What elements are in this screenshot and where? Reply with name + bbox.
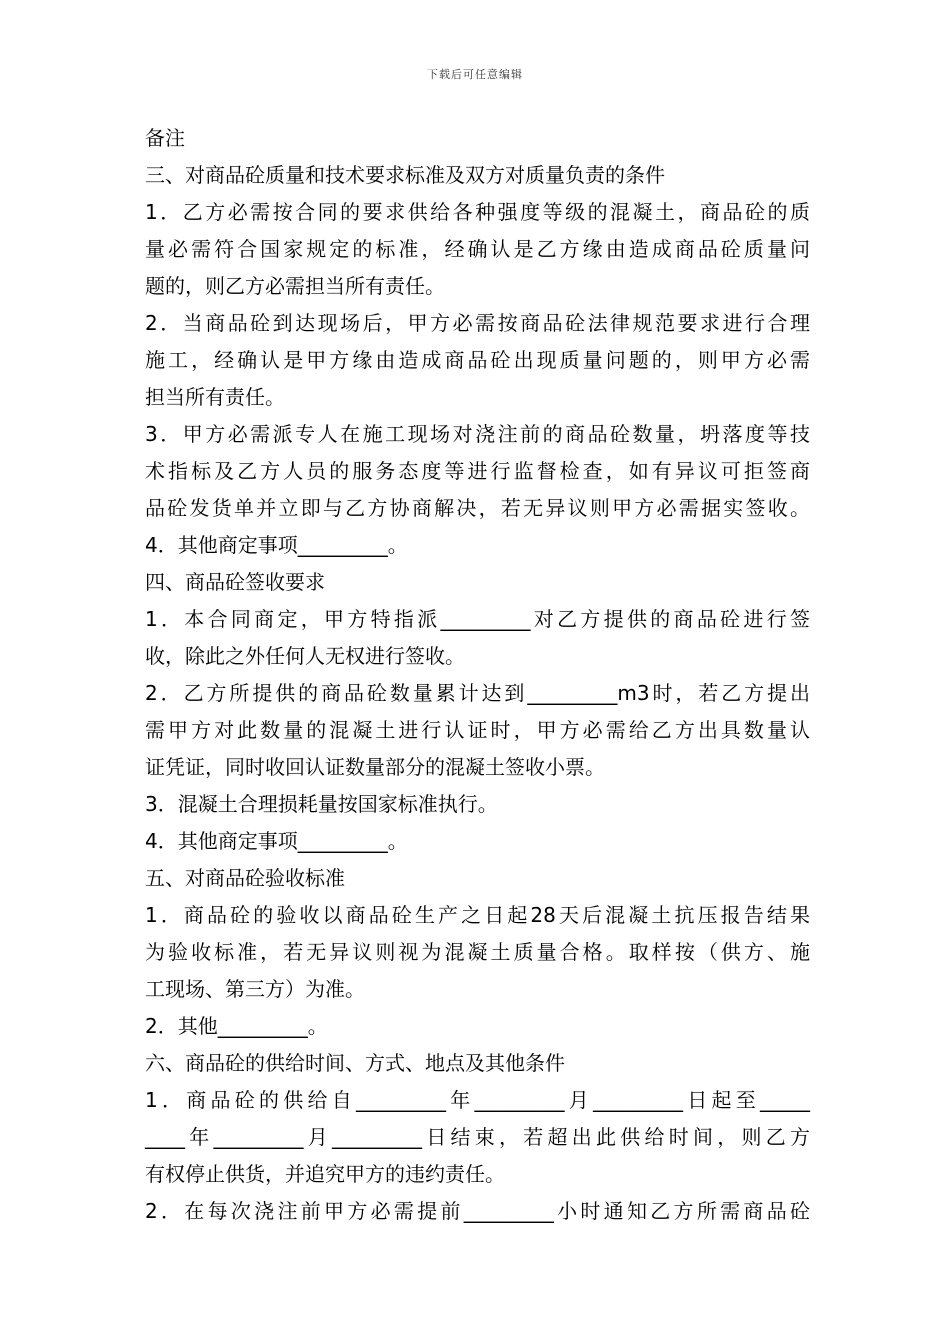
paragraph-line: 3．甲方必需派专人在施工现场对浇注前的商品砼数量，坍落度等技 [145,422,810,446]
document-body [145,120,810,1230]
paragraph-line: 五、对商品砼验收标准 [145,866,345,890]
paragraph-line: 术指标及乙方人员的服务态度等进行监督检查，如有异议可拒签商 [145,459,810,483]
paragraph-line: 4．其他商定事项_________。 [145,829,408,853]
paragraph-line: 1．乙方必需按合同的要求供给各种强度等级的混凝土，商品砼的质 [145,200,810,224]
paragraph-line: 题的，则乙方必需担当所有责任。 [145,274,445,298]
paragraph-line: 工现场、第三方）为准。 [145,977,365,1001]
paragraph-line: 四、商品砼签收要求 [145,570,325,594]
paragraph-line: 2．在每次浇注前甲方必需提前_________小时通知乙方所需商品砼 [145,1199,810,1223]
paragraph-line: 1．商品砼的供给自_________年_________月_________日起至_____ [145,1088,810,1112]
paragraph-line: 2．其他_________。 [145,1014,328,1038]
paragraph-line: 施工，经确认是甲方缘由造成商品砼出现质量问题的，则甲方必需 [145,348,810,372]
paragraph-line: 2．乙方所提供的商品砼数量累计达到_________m3时，若乙方提出 [145,681,810,705]
paragraph-line: 收，除此之外任何人无权进行签收。 [145,644,465,668]
paragraph-line: 三、对商品砼质量和技术要求标准及双方对质量负责的条件 [145,163,665,187]
paragraph-line: 4．其他商定事项_________。 [145,533,408,557]
paragraph-line: 证凭证，同时收回认证数量部分的混凝土签收小票。 [145,755,605,779]
paragraph-line: 担当所有责任。 [145,385,285,409]
paragraph-line: ____年_________月_________日结束，若超出此供给时间，则乙方 [145,1125,810,1149]
paragraph-line: 3．混凝土合理损耗量按国家标准执行。 [145,792,498,816]
page-header-note: 下载后可任意编辑 [427,68,523,81]
paragraph-line: 量必需符合国家规定的标准，经确认是乙方缘由造成商品砼质量问 [145,237,810,261]
paragraph-line: 2．当商品砼到达现场后，甲方必需按商品砼法律规范要求进行合理 [145,311,810,335]
paragraph-line: 六、商品砼的供给时间、方式、地点及其他条件 [145,1051,565,1075]
paragraph-line: 1．商品砼的验收以商品砼生产之日起28天后混凝土抗压报告结果 [145,903,810,927]
paragraph-line: 品砼发货单并立即与乙方协商解决，若无异议则甲方必需据实签收。 [145,496,810,520]
paragraph-line: 需甲方对此数量的混凝土进行认证时，甲方必需给乙方出具数量认 [145,718,810,742]
paragraph-line: 为验收标准，若无异议则视为混凝土质量合格。取样按（供方、施 [145,940,810,964]
paragraph-line: 备注 [145,126,185,150]
paragraph-line: 1．本合同商定，甲方特指派_________对乙方提供的商品砼进行签 [145,607,810,631]
paragraph-line: 有权停止供货，并追究甲方的违约责任。 [145,1162,505,1186]
